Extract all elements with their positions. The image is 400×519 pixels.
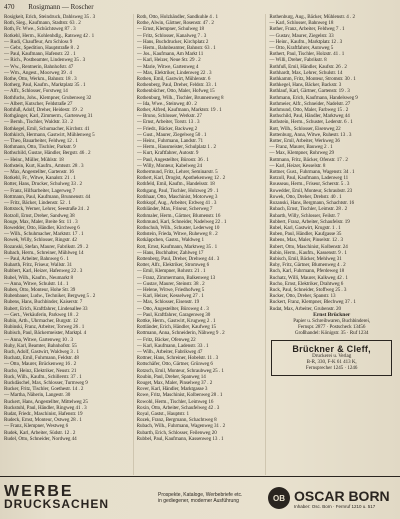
directory-entry: Rubenbauer, Ludw., Techniker, Bergweg 5 . 2 xyxy=(4,293,96,300)
directory-entry: Rothschild, Gustav, Händler, Bergstr. 46 . 2 xyxy=(4,150,91,157)
directory-entry: Rothländer, Max, Friseur, Scherweg 7 xyxy=(136,206,213,213)
directory-entry: Rott, Wilh., Schlosser, Eisenweg 22 xyxy=(269,125,341,132)
directory-entry: — Gebr., Spedition, Hauptstraße 8 . 2 xyxy=(4,45,80,52)
directory-entry: Rothen, Emil, Gastwirt, Mühlenstr. 6 xyxy=(136,76,211,83)
directory-entry: Ruch, Karl, Fuhrmann, Pferdeweg 18 xyxy=(269,268,345,275)
ad-box-lines xyxy=(275,360,388,372)
directory-entry: Ruby, Karl, Beamter, Bahnhofstr. 55 xyxy=(4,342,77,349)
directory-entry: — Paul, Kaufmann, Hafenstr. 22 . 1 xyxy=(4,51,76,58)
footer-word-1: WERBE xyxy=(4,483,74,500)
ad-box-line: Fernsprecher 1245 · 1246 xyxy=(305,365,358,371)
ad-box-line: B-R, 330, F-K 61 413 K, xyxy=(306,359,357,365)
directory-entry: Rothkegel, Emil, Schumacher, Kirchstr. 41 xyxy=(4,125,90,132)
directory-entry: Rothmann, Otto, Tischler, Parkstr. 9 xyxy=(4,144,76,151)
directory-entry: Ruch, Adolf, Gastwirt, Waldweg 3 . 1 xyxy=(4,348,79,355)
directory-entry: — Heinr., Fuhrmann, Landstr. 71 xyxy=(136,138,204,145)
directory-entry: — Karl, Heizer, Neue Str. 29 . 2 xyxy=(136,57,201,64)
directory-entry: Rothmaler, Herm., Gärtner, Blumenstr. 16 xyxy=(136,212,221,219)
directory-entry: Rothhardt, Max, Lehrer, Schulstr. 14 xyxy=(269,69,343,76)
directory-entry: Ruck, Wilh., Kaufm., Schillerstr. 37 . 1 xyxy=(4,373,82,380)
directory-entry: Rubin, Herm., Kaufm., Kassenstr. 9 . 1 xyxy=(269,249,347,256)
directory-entry: — Franz, Zimmermann, Balkenweg 13 xyxy=(136,274,216,281)
directory-entry: — Karl, Heizer, Kesselstr. 8 xyxy=(269,162,326,169)
directory-entry: Ruckstuhl, Paul, Händler, Ringweg 41 . 3 xyxy=(4,404,87,411)
directory-entry: — Martha, Näherin, Langestr. 30 xyxy=(4,392,71,399)
directory-entry: — Marie, Witwe, Gartenweg 4 xyxy=(136,63,199,70)
directory-entry: Rottstock, Werner, Lehrer, Seestraße 24 . 2 xyxy=(4,206,90,213)
directory-columns xyxy=(4,14,394,475)
directory-entry: Rottenberg, Paul, Dreher, Drehweg 44 . 3 xyxy=(136,255,220,262)
directory-entry: Rothmeier, Alfr., Schneider, Nadelstr. 27 xyxy=(269,100,351,107)
directory-entry: Rother, Alfred, Kaufmann, Marktstr. 19 . 1 xyxy=(136,107,222,114)
directory-entry: — Helene, Witwe, Friedhofweg 5 xyxy=(136,286,205,293)
directory-entry: — Franz, Maurer, Bauweg 2 . 1 xyxy=(269,144,333,151)
directory-entry: — Gust., Maurer, Ziegelweg 50 . 1 xyxy=(136,131,207,138)
directory-entry: Ruckert, Franz, Klempner, Blechweg 37 . 1 xyxy=(269,299,356,306)
directory-entry: Rubel, Karl, Gastwirt, Krugstr. 1 . 1 xyxy=(269,224,341,231)
directory-entry: Rowedder, Emil, Monteur, Schraubstr. 23 xyxy=(269,187,353,194)
directory-entry: Rothstein, Kurt, Kaufm., Amtsstr. 28 . 3 xyxy=(4,162,84,169)
directory-entry: Rottner, Gust., Fuhrmann, Wagenstr. 34 . 1 xyxy=(269,169,355,176)
ad-line: Fernspr. 2877 · Postscheck 13456 xyxy=(298,324,366,331)
directory-entry: Royal, Gastst., Hauptstr. 1 xyxy=(136,411,189,417)
directory-entry: — Franz, Klempner, Westweg 6 xyxy=(4,423,69,430)
directory-entry: Rudat, Friedr., Maschinist, Hafenstr. 19 xyxy=(4,411,83,417)
footer-logo-icon: OB xyxy=(268,487,290,509)
directory-entry: Rothgang, Paul, Tischler, Holzweg 29 . 1 xyxy=(136,187,219,194)
directory-entry: Rothfuß, Adolf, Dreher, Heidestr. 19 . 2 xyxy=(4,107,83,114)
ad-company: Ernst Brückner xyxy=(313,311,351,318)
directory-entry: Rubach, Wilh., Fuhrmann, Wagenweg 31 . 2 xyxy=(136,423,226,430)
ad-line: Papier u. Schreibwaren, Buchbinderei, xyxy=(293,317,371,324)
directory-entry: Rousseau, Herm., Friseur, Scherstr. 5 . 3 xyxy=(269,181,350,188)
directory-entry: — Paul, Arbeiter, Bahnweg 6 . 1 xyxy=(4,255,69,262)
directory-entry: Rubert, Erich, Kraftfahrer, Lindenallee 33 xyxy=(4,305,88,312)
directory-entry: Ruchatz, Willi, Maurer, Kalkweg 42 . 1 xyxy=(269,274,348,281)
footer-word-2: DRUCKSACHEN xyxy=(4,497,110,511)
directory-entry: Rothschuh, Wilh., Schuster, Lederweg 10 xyxy=(136,224,220,231)
directory-entry: Rothenburg, Aug., Bäcker, Mühlenstr. 4 . 2 xyxy=(269,14,355,20)
directory-entry: Rowek, Otto, Dreher, Drehstr. 40 . 1 xyxy=(269,193,342,200)
directory-entry: Roubin, Paul, Dreher, Spanweg 14 xyxy=(136,373,206,380)
directory-entry: Rothkamm, Fritz, Monteur, Stromstr. 30 . 1 xyxy=(269,76,356,83)
directory-entry: — Wilh., Arbeiter, Fabrikweg 47 xyxy=(136,348,203,355)
directory-entry: — Otto, Angestellter, Büroweg 4 . 3 xyxy=(136,305,209,312)
directory-entry: Roxin, Otto, Arbeiter, Schaufelweg 42 . 3 xyxy=(136,404,220,411)
directory-entry: — Karl, Kaufmann, Ladenstr. 33 . 1 xyxy=(136,342,209,349)
directory-entry: Rubens, Hans, Buchbinder, Kaiserstr. 7 xyxy=(4,299,83,306)
directory-entry: Rothlauf, Karl, Gärtner, Gartenstr. 19 . 3 xyxy=(269,88,350,95)
directory-entry: Rowohl, Herm., Tischler, Leimweg 16 xyxy=(136,398,214,405)
page-number: 470 xyxy=(4,3,15,11)
directory-entry: Rottke, Herm., Gastwirt, Krugweg 2 . 1 xyxy=(136,317,216,324)
page-running-head: Rosigmann — Roscher xyxy=(28,3,94,11)
directory-entry: Rothkopf, Aug., Arbeiter, Erdweg 41 . 3 xyxy=(136,200,217,207)
footer-left xyxy=(0,483,154,511)
directory-entry: Rover, Karl, Händler, Marktgasse 3 xyxy=(136,386,208,393)
directory-entry: Rosigkeit, Erich, Steindruck, Dahlsweg 35 . 3 xyxy=(4,14,96,20)
directory-entry: — Emil, Klempner, Rohrstr. 21 . 1 xyxy=(136,268,206,275)
directory-entry: Rubin, Arth., Uhrmacher, Burgstr. 12 xyxy=(4,317,78,324)
directory-entry: Rubens, Max, Maler, Pinselstr. 12 . 3 xyxy=(269,237,343,244)
directory-entry: Roth, Otto, Holzhändler, Sandkuhle 4 . 1 xyxy=(136,14,218,20)
directory-entry: Rother, Franz, Arbeiter, Feldweg 7 . 1 xyxy=(269,26,345,33)
page-header xyxy=(4,3,392,13)
directory-entry: — Karl, Heizer, Kesselweg 27 . 1 xyxy=(136,293,204,300)
directory-entry: Rothfeld, Emil, Kaufm., Handelsstr. 18 xyxy=(136,181,215,188)
directory-entry: — Max, Klempner, Rohrweg 29 xyxy=(269,150,334,157)
directory-entry: Rottschäfer, Otto, Gärtner, Grünweg 6 xyxy=(136,361,213,368)
ad-lines xyxy=(269,318,394,337)
directory-entry: — Heinr., Müller, Mühlstr. 18 xyxy=(4,156,64,163)
directory-entry: — Willi, Dreher, Fabrikstr. 8 xyxy=(269,57,327,64)
directory-entry: Rothgänger, Karl, Zimmerm., Gartenweg 31 xyxy=(4,113,93,120)
column-2 xyxy=(133,14,262,475)
directory-entry: Rothfuchs, Johs., Klempner, Grubenweg 32 xyxy=(4,94,92,101)
directory-entry: Rudat, Max, Arbeiter, Grubenstr. 20 xyxy=(269,305,341,312)
directory-entry: Rotherg, Paul, Kaufm., Marktplatz 35 . 1 xyxy=(4,82,86,89)
directory-entry: Rothert, Paul, Tischler, Holzstr. 41 . 1 xyxy=(269,51,345,58)
directory-entry: Rubisch, Emil, Bäcker, Mehlweg 31 xyxy=(269,255,342,262)
directory-entry: Rozanski, Stefan, Maurer, Fabrikstr. 29 . 2 xyxy=(4,243,89,250)
footer-company-sub: Inhaber: Osc. Born · Fernruf 1210 u. 517 xyxy=(294,503,376,509)
directory-entry: — Hans, Buchdrucker, Kirchplatz 2 xyxy=(136,38,209,45)
column-1 xyxy=(4,14,129,475)
directory-entry: — Willy, Monteur, Kabelweg 24 xyxy=(136,162,203,169)
directory-entry: Rothmund, Karl, Schneider, Nadelweg 22 . 1 xyxy=(136,218,227,225)
directory-entry: — Herm., Bahnbeamter, Bahnstr. 63 . 1 xyxy=(136,45,216,52)
directory-entry: — Theo, Bauarbeiter, Feldweg 12 . 1 xyxy=(4,138,78,145)
directory-entry: Rothfuß, Emil, Händler, Kaufstr. 26 . 2 xyxy=(269,63,347,70)
directory-entry: Rouget, Max, Maler, Pinselweg 37 . 2 xyxy=(136,379,213,386)
directory-entry: Rothenberg, Paul, Dreher, Feldstr. 33 . 1 xyxy=(136,82,217,89)
directory-entry: — Fritz, Bäcker, Ofenweg 22 xyxy=(136,336,196,343)
directory-entry: Rubarth, Willy, Schlosser, Feilstr. 7 xyxy=(269,212,340,219)
directory-entry: Rucho, Heinz, Elektriker, Neustr. 21 xyxy=(4,367,77,374)
directory-entry: Ruchatz, Emil, Fuhrmann, Feldstr. 48 xyxy=(4,355,79,362)
directory-entry: Rudek, Karl, Arbeiter, Südstr. 12 . 2 xyxy=(4,429,76,436)
column-3 xyxy=(265,14,394,475)
directory-entry: Rubel, Wilh., Kaufm., Neumarkt 8 xyxy=(4,274,73,281)
directory-entry: — Anna, Witwe, Gartenweg 10 . 3 xyxy=(4,336,74,343)
directory-entry: Rottner, Hans, Schreiner, Hobelstr. 11 . 3 xyxy=(136,355,219,362)
directory-entry: — Rudi, Chauffeur, Am Schloss 9 xyxy=(4,38,73,45)
directory-entry: Rottenburg, Anna, Witwe, Ruhestr. 13 . 3 xyxy=(269,131,352,138)
footer-middle xyxy=(154,492,268,505)
directory-entry: Rubarth, Erich, Schlosser, Feilenweg 20 xyxy=(136,429,217,436)
directory-entry: Rothstein, Frieda, Witwe, Ruheweg 8 . 2 xyxy=(136,231,218,238)
directory-entry: Rotzsch, Emil, Monteur, Schraubweg 25 . 1 xyxy=(136,367,224,374)
directory-entry: Rubach, Ernst, Tischler, Leimstr. 28 . 2 xyxy=(269,206,348,213)
directory-entry: Rotkehl, Fr., Witwe, Kanalstr. 21 . 1 xyxy=(4,175,76,182)
directory-entry: Rouge, Max, Maler, Breite Str. 11 . 3 xyxy=(4,218,78,225)
directory-entry: Roth, Fr. Wwe., Schüchtsweg 87 . 3 xyxy=(4,26,76,33)
directory-entry: Rothkirch, Hermann, Gastwirt, Mühlenweg 5 xyxy=(4,131,95,138)
directory-entry: Rotkäppchen, Gastst., Waldweg 1 xyxy=(136,237,204,244)
directory-entry: Rottländer, Erich, Händler, Kaufweg 15 xyxy=(136,324,216,331)
directory-entry: Ruben, Paul, Händler, Kaufgasse 35 xyxy=(269,231,342,238)
directory-entry: Rozanski, Hans, Bergmann, Schachtstr. 16 xyxy=(269,200,355,207)
ad-box-title: Brückner & Cleff, xyxy=(292,343,371,354)
directory-entry: — Wilh., Schuhmacher, Marktstr. 17 . 1 xyxy=(4,231,84,238)
directory-entry: Rothstein, Herm., Schuster, Lederstr. 6 . 1 xyxy=(269,119,353,126)
directory-entry: Rothmann, Erich, Kaufmann, Handelsweg 9 xyxy=(269,94,358,101)
directory-entry: Rothschild, Paul, Händler, Marktweg 44 xyxy=(269,113,350,120)
directory-entry: Rowek, Willy, Schlosser, Ringstr. 42 xyxy=(4,237,77,244)
directory-entry: — Gert., Verkäuferin, Parkweg 18 . 2 xyxy=(4,311,79,318)
directory-entry: Rotzoll, Ernst, Dreher, Sandweg 38 xyxy=(4,212,75,219)
directory-entry: Rubbert, Franz, Arbeiter, Schaufelstr. 19 xyxy=(269,218,350,225)
directory-entry: Rotter, Alfr., Elektriker, Stromweg 6 xyxy=(136,262,210,269)
column-3-entries xyxy=(269,14,394,312)
directory-entry: — Max, Elektriker, Lindenweg 22 . 3 xyxy=(136,69,212,76)
directory-entry: — Ww., Rentnerin, Bahnhofstr. 47 xyxy=(4,63,74,70)
directory-entry: — Hans, Buchhalter, Zahlweg 17 xyxy=(136,249,204,256)
directory-entry: — Max, Angestellter, Gartenstr. 16 xyxy=(4,169,74,176)
directory-entry: Rubbert, Karl, Heizer, Hafenweg 22 . 3 xyxy=(4,268,83,275)
directory-entry: Rubach, Herm., Schreiner, Mühlweg 14 xyxy=(4,249,84,256)
directory-entry: — Kurt, Kraftfahrer, Autostr. 9 xyxy=(136,150,199,157)
directory-entry: — Fritz, Bäcker, Lindenstr. 52 . 1 xyxy=(4,200,71,207)
directory-entry: Rubert, Otto, Maschinist, Kolbenstr. 24 xyxy=(269,243,348,250)
directory-entry: — Bruno, Schlosser, Werkstr. 27 xyxy=(136,113,202,120)
directory-entry: — Max, Schlosser, Eisenstr. 19 xyxy=(136,299,200,306)
directory-entry: Rowe, Fritz, Maschinist, Kolbenweg 28 . 1 xyxy=(136,392,223,399)
directory-entry: — Anna, Witwe, Schulstr. 14 . 1 xyxy=(4,280,69,287)
directory-entry: Ruben, Otto, Monteur, Hohe Str. 39 xyxy=(4,286,76,293)
ad-box xyxy=(271,340,392,376)
directory-entry: — Karl, Schlosser, Bahnweg 18 xyxy=(269,20,334,27)
directory-entry: Rothe, Alwin, Gärtner, Rosenstr. 47 . 2 xyxy=(136,20,214,27)
directory-entry: Rucker, Fritz, Tischler, Goethestr. 14 . 2 xyxy=(4,386,84,393)
directory-entry: Rothenburg, Wilh., Tischler, Brunnenweg 8 xyxy=(136,94,224,101)
directory-entry: — Heinr., Kaufm., Marktplatz 12 . 3 xyxy=(269,38,343,45)
directory-entry: Rottmann, Fritz, Bäcker, Ofenstr. 17 . 2 xyxy=(269,156,348,163)
directory-entry: Rudeck, Ernst, Monteur, Ostweg 28 . 1 xyxy=(4,417,82,424)
footer-mid-line: in gediegener, moderner Ausführung xyxy=(158,498,239,504)
directory-entry: Ruckert, Hans, Angestellter, Mittelweg 25 xyxy=(4,398,88,405)
directory-entry: Rucho, Ernst, Elektriker, Drahtweg 6 xyxy=(269,280,344,287)
directory-entry: Rottmann, Paul, Kaufmann, Brunnenstr. 44 xyxy=(4,193,91,200)
directory-entry: — Bernh., Tischler, Waldstr. 33 . 2 xyxy=(4,119,73,126)
directory-entry: — Otto, Maurer, Brückenweg 16 . 2 xyxy=(4,361,77,368)
footer-right xyxy=(294,488,400,509)
directory-entry: Ruby, Fritz, Gärtner, Blumenweg 4 . 2 xyxy=(269,262,346,269)
ad-box-subtitle: Druckerei u. Verlag xyxy=(312,353,352,359)
directory-entry: Rotter, Emil, Arbeiter, Werkweg 36 xyxy=(269,138,340,145)
directory-entry: Roth, Sieg., Kaufmann, Stadtstr. 63 . 2 xyxy=(4,20,81,27)
directory-entry: Rothmund, Otto, Maler, Farbweg 15 . 2 xyxy=(269,107,349,114)
footer-company-name: OSCAR BORN xyxy=(294,487,390,504)
directory-entry: — Alfr., Schlosser, Forstweg 14 xyxy=(4,88,68,95)
directory-entry: Ruckdäschel, Max, Schlosser, Turmweg 9 xyxy=(4,379,88,386)
directory-entry: Rothe, Otto, Werkm., Bahnstr. 18 . 3 xyxy=(4,76,77,83)
directory-entry: — Rich., Postbeamter, Lindenweg 35 . 3 xyxy=(4,57,86,64)
directory-entry: — Jos., Kaufmann, Am Markt 11 xyxy=(136,51,204,58)
directory-entry: — Fritz, Schlosser, Kanalweg 7 . 3 xyxy=(136,32,207,39)
directory-entry: — Ida, Wwe., Steinweg 40 . 2 xyxy=(136,100,197,107)
directory-entry: Ruck, Paul, Schneider, Stoffweg 25 . 3 xyxy=(269,286,347,293)
directory-entry: Rottmann, Anna, Schneiderin, Nähweg 9 . 2 xyxy=(136,330,225,337)
directory-entry: Rotkehl, Herm., Kohlenhdlg., Ratsweg 42 . 1 xyxy=(4,32,95,39)
directory-entry: Rucker, Otto, Dreher, Spanstr. 13 xyxy=(269,293,336,300)
directory-entry: — Albert, Kutscher, Feldstraße 27 xyxy=(4,100,73,107)
directory-entry: Rubbel, Paul, Kaufmann, Kassenweg 13 . 1 xyxy=(136,435,224,442)
directory-entry: — Paul, Kraftfahrer, Garagenweg 30 xyxy=(136,311,211,318)
directory-entry: — Gustav, Maurer, Ziegelstr. 33 xyxy=(269,32,334,39)
directory-entry: — Franz, Hilfsarbeiter, Lagerweg 7 xyxy=(4,187,76,194)
directory-entry: — Paul, Angestellter, Bürostr. 36 . 1 xyxy=(136,156,209,163)
directory-entry: Rubinski, Franz, Arbeiter, Torweg 26 . 1 xyxy=(4,324,85,331)
footer-mid-line: Prospekte, Kataloge, Werbebriefe etc. xyxy=(158,491,243,498)
directory-entry: Rothenbücher, Otto, Maler, Hofweg 15 xyxy=(136,88,215,95)
directory-entry: Rudel, Otto, Schneider, Nordweg 44 xyxy=(4,435,77,442)
directory-entry: Rott, Ernst, Kaufmann, Marktweg 35 . 1 xyxy=(136,243,218,250)
directory-entry: Rotter, Hans, Drucker, Schulweg 33 . 2 xyxy=(4,181,83,188)
directory-entry: — Ernst, Arbeiter, Torstr. 13 . 3 xyxy=(136,119,200,126)
directory-entry: Rothert, Karl, Drogist, Apothekenweg 12 . 2 xyxy=(136,175,226,182)
directory-entry: Rozek, Franz, Bergmann, Schachtweg 8 xyxy=(136,417,217,424)
footer-advert xyxy=(0,476,400,519)
directory-entry: Rothermund, Fritz, Lehrer, Seminarstr. 5 xyxy=(136,169,218,176)
directory-entry: — Friedr., Bäcker, Backweg 2 xyxy=(136,125,198,132)
directory-entry: Rotzoll, Paul, Kaufmann, Ladenweg 11 xyxy=(269,175,349,182)
directory-entry: — Herm., Hausmeister, Schulplatz 1 . 2 xyxy=(136,144,217,151)
directory-entry: Rubisch, Paul, Bäckermeister, Marktpl. 4 xyxy=(4,330,87,337)
directory-entry: — Wm., Angest., Moorweg 39 . 4 xyxy=(4,69,72,76)
directory-entry: Rowedder, Otto, Händler, Kirchweg 6 xyxy=(4,224,80,231)
directory-entry: — Otto, Kraftfahrer, Autoweg 5 xyxy=(269,45,334,52)
directory-entry: — Ernst, Klempner, Schulweg 18 xyxy=(136,26,205,33)
ad-line: Großhandel: Königstr. 35 · Ruf 1234 xyxy=(294,330,369,337)
directory-entry: Rothkegel, Hans, Bäcker, Backstr. 3 xyxy=(269,82,342,89)
directory-entry: — Gustav, Maurer, Steinstr. 38 . 2 xyxy=(136,280,205,287)
directory-entry: Rothhaar, Otto, Maschinist, Motorweg 3 xyxy=(136,193,218,200)
directory-entry: Rubarth, Fritz, Friseur, Wallstr. 31 xyxy=(4,262,72,269)
